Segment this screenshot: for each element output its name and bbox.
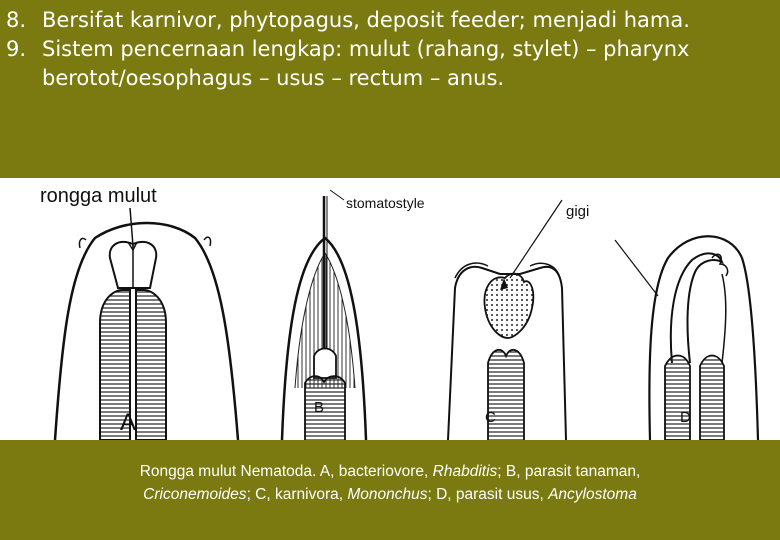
caption-genus-mononchus: Mononchus — [347, 486, 428, 503]
caption-text: ; C, karnivora, — [246, 486, 348, 503]
caption-genus-ancylostoma: Ancylostoma — [548, 486, 637, 503]
figure-c-mononchus — [448, 200, 566, 440]
bullet-item-8 — [0, 6, 780, 35]
bullet-text: Bersifat karnivor, phytopagus, deposit feeder; menjadi hama. — [42, 8, 690, 32]
caption-text: Rongga mulut Nematoda. A, bacteriovore, — [139, 463, 433, 480]
figure-caption — [0, 460, 780, 506]
figure-a-rhabditis — [55, 208, 238, 440]
bullet-item-9 — [0, 35, 780, 93]
caption-text: ; D, parasit usus, — [427, 486, 549, 503]
nematode-mouth-figure — [0, 178, 780, 440]
caption-genus-rhabditis: Rhabditis — [432, 463, 498, 480]
bullet-number: 9. — [6, 37, 27, 61]
label-rongga-mulut: rongga mulut — [40, 185, 157, 207]
figure-drawing — [0, 178, 780, 440]
label-c: C — [485, 409, 496, 426]
caption-genus-criconemoides: Criconemoides — [143, 486, 247, 503]
label-stomatostyle: stomatostyle — [346, 195, 425, 211]
label-gigi: gigi — [566, 203, 590, 220]
bullet-list — [0, 6, 780, 93]
label-b: B — [314, 399, 325, 416]
label-d: D — [680, 409, 691, 426]
bullet-number: 8. — [6, 8, 27, 32]
label-a: A — [120, 409, 137, 436]
caption-text: ; B, parasit tanaman, — [497, 463, 641, 480]
bullet-text: Sistem pencernaan lengkap: mulut (rahang, stylet) – pharynx berotot/oesophagus – usus – rectum – anus. — [42, 37, 690, 90]
